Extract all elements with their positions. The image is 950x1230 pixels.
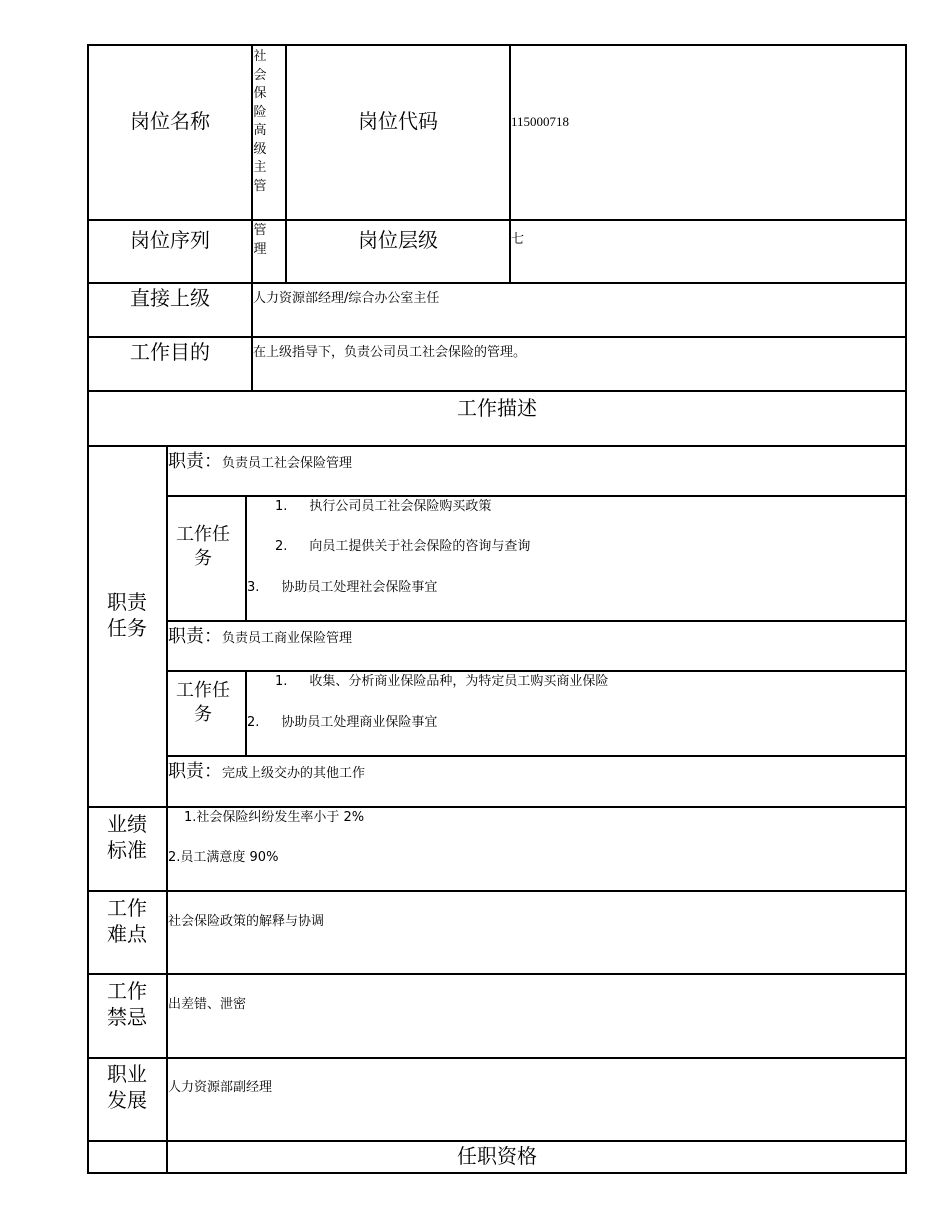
position-name-value: 社会保险高级主管 — [253, 49, 267, 194]
task-text: 收集、分析商业保险品种，为特定员工购买商业保险 — [309, 674, 609, 689]
row-divider — [87, 1057, 907, 1059]
row-divider — [87, 219, 907, 221]
duty-prefix: 职责： — [168, 761, 222, 782]
career-value: 人力资源部副经理 — [168, 1080, 273, 1095]
task-item — [275, 674, 608, 690]
work-purpose-value: 在上级指导下，负责公司员工社会保险的管理。 — [253, 345, 527, 360]
task-number: 3. — [247, 580, 260, 595]
taboo-label: 工作禁忌 — [107, 979, 147, 1029]
row-divider — [87, 336, 907, 338]
row-divider — [166, 755, 907, 757]
table-border-right — [905, 44, 907, 1174]
task-number: 1. — [275, 674, 288, 689]
performance-label: 业绩标准 — [107, 812, 147, 862]
task-text: 协助员工处理社会保险事宜 — [281, 580, 438, 595]
work-tasks-label: 工作任务 — [176, 680, 230, 725]
task-item — [275, 499, 491, 515]
table-border-top — [87, 44, 907, 46]
position-code-label: 岗位代码 — [358, 109, 438, 133]
table-border-bottom — [87, 1172, 907, 1174]
duty-prefix: 职责： — [168, 451, 222, 472]
task-number: 1. — [275, 499, 288, 514]
duty-heading — [168, 451, 352, 473]
row-divider — [87, 445, 907, 447]
task-text: 协助员工处理商业保险事宜 — [281, 715, 438, 730]
row-divider — [166, 620, 907, 622]
row-divider — [87, 282, 907, 284]
row-divider — [87, 806, 907, 808]
difficulty-value: 社会保险政策的解释与协调 — [168, 914, 325, 929]
taboo-value: 出差错、泄密 — [168, 997, 247, 1012]
duty-text: 完成上级交办的其他工作 — [222, 766, 366, 781]
qualification-title: 任职资格 — [457, 1144, 537, 1168]
col-divider — [509, 44, 511, 284]
row-divider — [87, 973, 907, 975]
table-border-left — [87, 44, 89, 1174]
work-description-title: 工作描述 — [457, 396, 537, 420]
difficulty-label: 工作难点 — [107, 896, 147, 946]
duty-heading — [168, 626, 352, 648]
direct-superior-value: 人力资源部经理/综合办公室主任 — [253, 291, 440, 306]
position-level-value: 七 — [511, 232, 525, 247]
row-divider — [87, 1140, 907, 1142]
col-divider — [245, 495, 247, 622]
position-code-value: 115000718 — [511, 114, 570, 129]
position-sequence-value: 管理 — [253, 223, 267, 257]
row-divider — [87, 890, 907, 892]
task-number: 2. — [275, 539, 288, 554]
duty-text: 负责员工商业保险管理 — [222, 631, 353, 646]
task-text: 执行公司员工社会保险购买政策 — [309, 499, 492, 514]
work-purpose-label: 工作目的 — [130, 340, 210, 364]
col-divider — [166, 445, 168, 1174]
duty-prefix: 职责： — [168, 626, 222, 647]
position-name-label: 岗位名称 — [130, 109, 210, 133]
row-divider — [87, 390, 907, 392]
task-item — [247, 580, 437, 596]
task-text: 向员工提供关于社会保险的咨询与查询 — [309, 539, 531, 554]
career-label: 职业发展 — [107, 1062, 147, 1112]
row-divider — [166, 670, 907, 672]
performance-item: 2.员工满意度 90% — [168, 850, 279, 865]
row-divider — [166, 495, 907, 497]
duties-label: 职责任务 — [107, 590, 147, 640]
duty-text: 负责员工社会保险管理 — [222, 456, 353, 471]
task-item — [247, 715, 437, 731]
col-divider — [245, 670, 247, 757]
performance-item: 1.社会保险纠纷发生率小于 2% — [184, 810, 365, 825]
task-number: 2. — [247, 715, 260, 730]
position-sequence-label: 岗位序列 — [130, 228, 210, 252]
direct-superior-label: 直接上级 — [130, 286, 210, 310]
duty-heading — [168, 761, 365, 783]
position-level-label: 岗位层级 — [358, 228, 438, 252]
task-item — [275, 539, 530, 555]
work-tasks-label: 工作任务 — [176, 524, 230, 569]
